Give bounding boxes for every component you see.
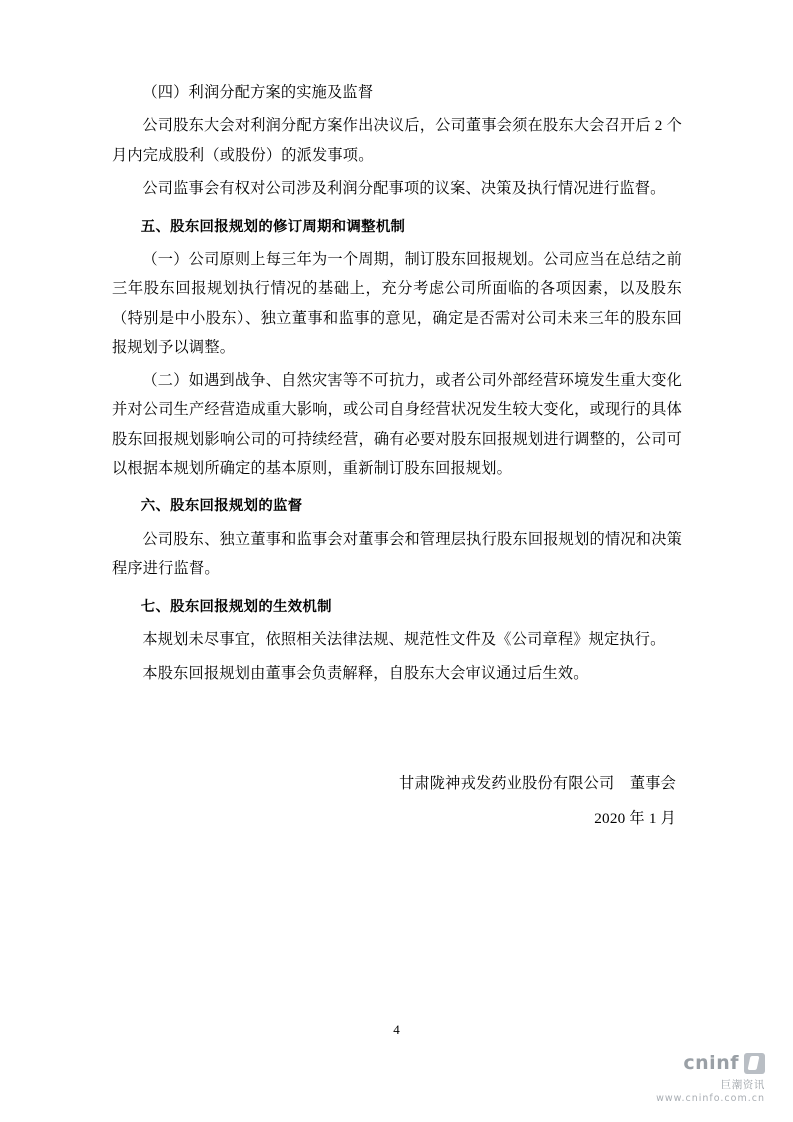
cninfo-logo-icon: [744, 1053, 765, 1074]
paragraph-legal-reference: 本规划未尽事宜，依照相关法律法规、规范性文件及《公司章程》规定执行。: [142, 631, 666, 649]
paragraph-supervisory-board-rights: 公司监事会有权对公司涉及利润分配事项的议案、决策及执行情况进行监督。: [142, 180, 666, 198]
heading-section-seven: 七、股东回报规划的生效机制: [140, 598, 332, 615]
heading-section-six: 六、股东回报规划的监督: [140, 498, 303, 515]
heading-section-five: 五、股东回报规划的修订周期和调整机制: [140, 218, 406, 235]
watermark-url: www.cninfo.com.cn: [656, 1093, 765, 1104]
paragraph-supervision: 公司股东、独立董事和监事会对董事会和管理层执行股东回报规划的情况和决策程序进行监督。: [112, 530, 682, 578]
watermark-brand-text: cninf: [683, 1052, 739, 1074]
watermark-brand-cn: 巨潮资讯: [720, 1079, 765, 1091]
paragraph-revision-cycle: （一）公司原则上每三年为一个周期，制订股东回报规划。公司应当在总结之前三年股东回报规划执行情况的基础上，充分考虑公司所面临的各项因素，以及股东（特别是中小股东）、独立董事和监事的意见，确定是否需对公司未来三年的股东回报规划予以调整。: [112, 251, 682, 356]
watermark-brand-row: [656, 1052, 765, 1074]
signature-company: 甘肃陇神戎发药业股份有限公司 董事会: [399, 774, 676, 792]
paragraph-distribution-implementation: 公司股东大会对利润分配方案作出决议后，公司董事会须在股东大会召开后 2 个月内完成股利（或股份）的派发事项。: [112, 117, 682, 164]
paragraph-force-majeure-adjustment: （二）如遇到战争、自然灾害等不可抗力，或者公司外部经营环境发生重大变化并对公司生产经营造成重大影响，或公司自身经营状况发生较大变化，或现行的具体股东回报规划影响公司的可持续经营，确有必要对股东回报规划进行调整的，公司可以根据本规划所确定的基本原则，重新制订股东回报规划。: [112, 372, 682, 477]
signature-block: [112, 770, 682, 834]
page-number: 4: [393, 1022, 400, 1037]
paragraph-effectiveness: 本股东回报规划由董事会负责解释，自股东大会审议通过后生效。: [142, 664, 589, 682]
watermark: [656, 1052, 765, 1104]
document-body: [112, 78, 682, 840]
signature-date: 2020 年 1 月: [594, 809, 676, 827]
paragraph-section-four-title: （四）利润分配方案的实施及监督: [142, 84, 374, 101]
